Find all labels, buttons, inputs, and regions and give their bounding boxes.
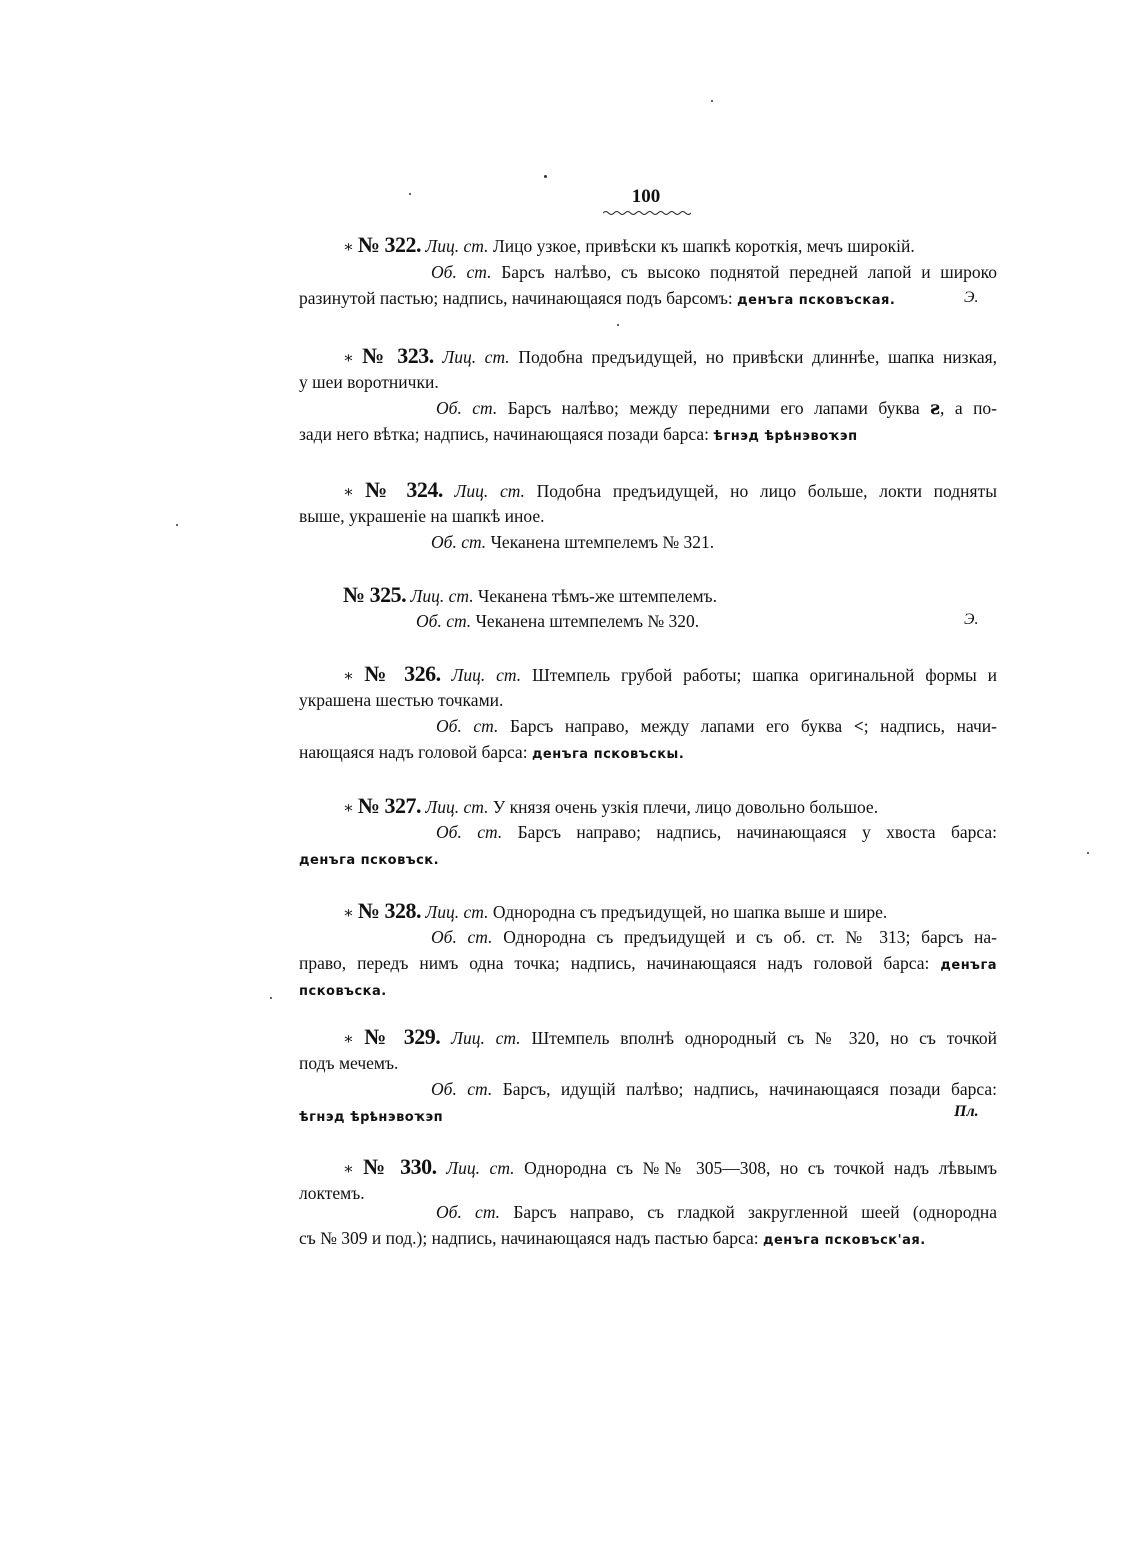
reverse-text: Чеканена штемпелемъ № 321. [490,532,715,552]
obverse-label: Лиц. ст. [442,347,510,367]
page-number: 100 [631,186,661,207]
entry-328-reverse-1 [431,925,997,949]
entry-328-reverse-2 [299,951,997,978]
asterisk-mark: ∗ [343,1031,354,1048]
obverse-text: Подобна предъидущей, но лицо больше, локти подняты [536,481,997,501]
obverse-text: Подобна предъидущей, но привѣски длиннѣе, шапка низкая, [518,347,998,367]
asterisk-mark: ∗ [343,350,354,367]
entry-324-obverse-2: выше, украшеніе на шапкѣ иное. [299,506,545,526]
obverse-text: Штемпель вполнѣ однородный съ № 320, но съ точкой [531,1028,998,1048]
print-speck [1087,852,1089,854]
entry-323-reverse-2 [299,422,858,449]
entry-number: № 325. [343,582,407,607]
entry-326-obverse-1 [343,662,997,689]
reverse-text: ; надпись, начи- [863,716,998,736]
asterisk-mark: ∗ [343,484,354,501]
reverse-text: , а по- [940,398,998,418]
entry-number: № 330. [357,1154,437,1179]
entry-number: № 328. [357,898,421,923]
print-speck [544,175,547,178]
entry-327-reverse-2 [299,846,439,873]
entry-328-obverse [343,899,887,926]
reverse-text: Барсъ направо, съ гладкой закругленной шеей (однородна [513,1202,998,1222]
source-mark: Пл. [954,1103,979,1120]
inscription: денъга псковъск'ая. [762,1233,926,1248]
asterisk-mark: ∗ [343,239,354,256]
entry-324-obverse-1 [343,478,997,505]
entry-327-obverse [343,794,878,821]
print-speck [270,997,272,999]
obverse-label: Лиц. ст. [425,797,489,817]
entry-330-reverse-2 [299,1226,926,1253]
entry-number: № 327. [357,793,421,818]
entry-325-reverse [416,609,699,633]
inscription: денъга [940,958,998,973]
obverse-text: Однородна съ №№ 305—308, но съ точкой надъ лѣвымъ [524,1158,997,1178]
asterisk-mark: ∗ [343,800,354,817]
obverse-label: Лиц. ст. [451,665,522,685]
source-mark: Э. [964,289,979,306]
entry-323-obverse-1 [343,344,997,371]
asterisk-mark: ∗ [343,1161,354,1178]
reverse-label: Об. ст. [431,532,487,552]
entry-324-reverse [431,530,714,554]
entry-326-reverse-1 [436,714,997,738]
print-speck [711,100,713,102]
inscription: ѣгнэд ѣрҍнэвоҡэп [713,429,858,444]
entry-330-obverse-1 [343,1155,997,1182]
entry-328-reverse-3 [299,977,387,1004]
inscription: ѣгнэд ѣрҍнэвоҡэп [299,1110,444,1125]
obverse-text: Лицо узкое, привѣски къ шапкѣ короткія, мечъ широкій. [492,236,915,256]
obverse-text: У князя очень узкія плечи, лицо довольно большое. [492,797,879,817]
entry-323-obverse-2: у шеи воротнички. [299,372,439,392]
reverse-label: Об. ст. [436,716,499,736]
inscription: денъга псковъск. [299,853,440,868]
reverse-text: Барсъ направо; надпись, начинающаяся у хвоста барса: [517,822,998,842]
reverse-text: право, передъ нимъ одна точка; надпись, начинающаяся надъ головой барса: [299,953,930,973]
entry-323-reverse-1 [436,396,997,420]
obverse-text: Штемпель грубой работы; шапка оригинальной формы и [532,665,998,685]
entry-330-reverse-1 [436,1200,997,1224]
print-speck [617,324,619,326]
entry-329-reverse-1 [431,1077,997,1101]
reverse-text: съ № 309 и под.); надпись, начинающаяся надъ пастью барса: [299,1228,759,1248]
reverse-label: Об. ст. [416,611,472,631]
inscription: псковъска. [299,984,387,999]
reverse-label: Об. ст. [431,1079,493,1099]
entry-327-reverse-1 [436,820,997,844]
print-speck [176,524,178,526]
letter-glyph: ꙅ [930,398,940,418]
print-speck [409,193,411,195]
reverse-text: зади него вѣтка; надпись, начинающаяся позади барса: [299,424,710,444]
reverse-text: Барсъ, идущій палѣво; надпись, начинающаяся позади барса: [502,1079,998,1099]
asterisk-mark: ∗ [343,668,354,685]
reverse-text: нающаяся надъ головой барса: [299,742,528,762]
reverse-label: Об. ст. [436,1202,501,1222]
asterisk-mark: ∗ [343,905,354,922]
obverse-text: Чеканена тѣмъ-же штемпелемъ. [477,586,717,606]
entry-322-reverse-1 [431,260,997,284]
obverse-label: Лиц. ст. [451,1028,521,1048]
reverse-text: Однородна съ предъидущей и съ об. ст. № 313; барсъ на- [503,927,998,947]
reverse-text: Барсъ направо, между лапами его буква [509,716,843,736]
wavy-rule [603,210,691,216]
obverse-label: Лиц. ст. [454,481,525,501]
entry-322-obverse [343,233,915,260]
obverse-text: Однородна съ предъидущей, но шапка выше и шире. [492,902,888,922]
entry-325-obverse [343,583,717,608]
reverse-label: Об. ст. [431,262,492,282]
reverse-text: Чеканена штемпелемъ № 320. [475,611,700,631]
letter-glyph: < [853,716,864,736]
entry-number: № 329. [357,1024,441,1049]
reverse-text: разинутой пастью; надпись, начинающаяся подъ барсомъ: [299,288,733,308]
reverse-text: Барсъ налѣво; между передними его лапами буква [507,398,920,418]
obverse-label: Лиц. ст. [425,236,489,256]
entry-326-reverse-2 [299,740,684,767]
entry-329-obverse-1 [343,1025,997,1052]
entry-329-obverse-2: подъ мечемъ. [299,1053,399,1073]
inscription: денъга псковъскы. [531,747,685,762]
obverse-label: Лиц. ст. [446,1158,515,1178]
entry-number: № 322. [357,232,421,257]
entry-number: № 324. [357,477,443,502]
entry-322-reverse-2 [299,286,895,313]
entry-326-obverse-2: украшена шестью точками. [299,690,504,710]
source-mark: Э. [964,611,979,628]
reverse-text: Барсъ налѣво, съ высоко поднятой передней лапой и широко [501,262,997,282]
entry-329-reverse-2 [299,1103,443,1130]
inscription: денъга псковъская. [737,293,896,308]
reverse-label: Об. ст. [431,927,493,947]
reverse-label: Об. ст. [436,398,498,418]
reverse-label: Об. ст. [436,822,503,842]
entry-330-obverse-2: локтемъ. [299,1183,365,1203]
entry-number: № 323. [357,343,434,368]
obverse-label: Лиц. ст. [410,586,474,606]
entry-number: № 326. [357,661,441,686]
obverse-label: Лиц. ст. [425,902,489,922]
